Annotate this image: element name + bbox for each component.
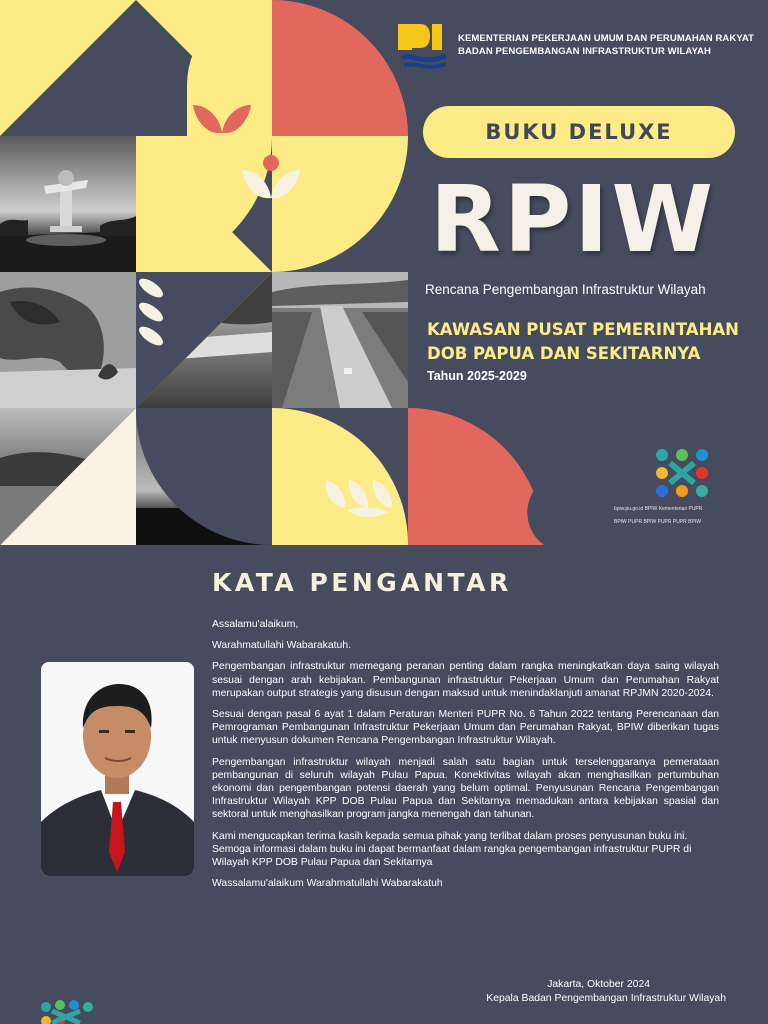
preface-paragraph-3: Pengembangan infrastruktur wilayah menjadi salah satu bagian untuk terselenggaranya pemerataan pembangunan di seluruh wilayah Pulau Papua. Konektivitas wilayah akan menghasilkan pertumbuhan ekonomi dan pengembangan potensi daerah yang belum optimal. Penyusunan Rencana Pengembangan Infrastruktur Wilayah KPP DOB Pulau Papua dan Sekitarnya memadukan antara kebijakan spasial dan sektoral untuk menghasilkan program jangka menengah dan tahunan. — [212, 756, 719, 821]
bpiw-logo-icon — [652, 445, 712, 501]
region-line2: DOB PAPUA DAN SEKITARNYA — [427, 344, 701, 363]
ministry-header — [398, 20, 758, 64]
preface-heading: KATA PENGANTAR — [212, 568, 512, 597]
coral-quarter — [272, 0, 408, 136]
ministry-name — [458, 32, 754, 58]
closing-line: Wassalamu'alaikum Warahmatullahi Wabarakatuh — [212, 878, 443, 890]
cover-title: RPIW — [430, 166, 716, 273]
region-line1: KAWASAN PUSAT PEMERINTAHAN — [427, 320, 739, 339]
edition-badge-label: BUKU DELUXE — [485, 120, 673, 144]
greeting-line1: Assalamu'alaikum, — [212, 619, 299, 630]
road-aerial-photo — [272, 272, 408, 408]
preface-paragraph-2: Sesuai dengan pasal 6 ayat 1 dalam Peraturan Menteri PUPR No. 6 Tahun 2022 tentang Perencanaan dan Pemrograman Pembangunan Infrastruktur Pekerjaan Umum dan Perumahan Rakyat, BPIW diberikan tugas untuk menyusun dokumen Rencana Pengembangan Infrastruktur Wilayah. — [212, 709, 719, 747]
edition-badge — [423, 106, 735, 158]
official-portrait — [41, 662, 194, 876]
dark-quarter-overlay — [136, 408, 272, 545]
yellow-quarter — [272, 408, 408, 545]
region-title — [427, 318, 739, 366]
place-date: Jakarta, Oktober 2024 — [547, 979, 650, 990]
preface-paragraph-1: Pengembangan infrastruktur memegang peranan penting dalam rangka meningkatkan daya saing wilayah sesuai dengan arah kebijakan. Pembangunan infrastruktur Pekerjaan Umum dan Perumahan Rakyat merupakan output strategis yang disusun dengan maksud untuk menindaklanjuti amanat RPJMN 2020-2024. — [212, 661, 719, 699]
yellow-triangle — [0, 0, 136, 136]
ministry-line2: BADAN PENGEMBANGAN INFRASTRUKTUR WILAYAH — [458, 46, 711, 57]
cover-subtitle: Rencana Pengembangan Infrastruktur Wilayah — [425, 282, 706, 297]
ministry-line1: KEMENTERIAN PEKERJAAN UMUM DAN PERUMAHAN RAKYAT — [458, 33, 755, 44]
social-row2: BPIW PUPR BPIW PUPR PUPR BPIW — [614, 519, 701, 525]
signatory-title: Kepala Badan Pengembangan Infrastruktur Wilayah — [486, 993, 726, 1004]
greeting-line2: Warahmatullahi Wabarakatuh. — [212, 640, 351, 652]
coastal-cliff-photo — [0, 272, 136, 408]
social-row1: bpiw.pu.go.id BPIW Kementerian PUPR — [614, 506, 703, 512]
monument-photo — [0, 136, 136, 272]
bpiw-logo-icon — [38, 997, 94, 1024]
preface-paragraph-4: Kami mengucapkan terima kasih kepada semua pihak yang terlibat dalam proses penyusunan buku ini. Semoga informasi dalam buku ini dapat bermanfaat dalam rangka pengembangan infrastruktur PUPR di Wilayah KPP DOB Pulau Papua dan Sekitarnya — [212, 830, 692, 869]
pu-logo-icon — [398, 22, 450, 72]
period-label: Tahun 2025-2029 — [427, 369, 527, 383]
signature-block — [420, 978, 726, 1006]
coral-quarter — [408, 408, 544, 545]
social-links — [614, 503, 754, 529]
preface-body — [212, 618, 719, 898]
